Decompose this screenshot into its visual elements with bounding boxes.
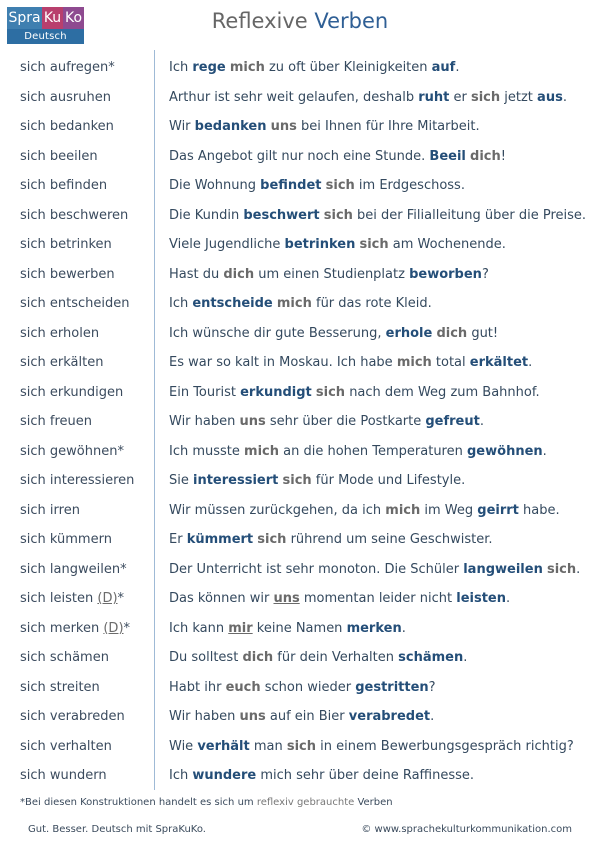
verb-text: sich erholen [20, 325, 100, 341]
sentence-text: ! [500, 148, 506, 164]
verb-highlight: schämen [398, 650, 464, 665]
sentence-text: . [463, 650, 468, 665]
example-sentence [169, 591, 510, 606]
example-sentence [169, 326, 498, 341]
example-sentence [169, 90, 567, 105]
verb-highlight: merken [346, 620, 402, 636]
verb-row [0, 761, 600, 791]
example-sentence [169, 355, 532, 370]
verb-highlight: langweilen [463, 561, 543, 577]
sentence-text: Viele Jugendliche [169, 237, 285, 252]
verb-text: sich freuen [20, 414, 93, 429]
example-sentence [169, 444, 547, 459]
example-sentence [169, 208, 586, 223]
verb-infinitive [20, 178, 107, 193]
sentence-text: ? [481, 266, 489, 282]
verb-infinitive [20, 385, 123, 400]
sentence-text: Der Unterricht ist sehr monoton. Die Schüler [169, 561, 464, 577]
sentence-text: Wir [169, 119, 195, 134]
sentence-text: . [506, 591, 511, 606]
verb-highlight: gewöhnen [467, 443, 543, 459]
asterisk-marker: * [120, 561, 127, 577]
dative-marker: (D) [97, 591, 118, 606]
sentence-text: auf ein Bier [265, 709, 349, 724]
sentence-text: Das können wir [169, 591, 274, 606]
page-title [0, 9, 600, 33]
pronoun-highlight: sich [323, 207, 353, 223]
pronoun-highlight: sich [546, 561, 577, 577]
example-sentence [169, 650, 467, 665]
verb-infinitive [20, 60, 115, 75]
verb-row [0, 230, 600, 260]
pronoun-highlight: dich [470, 148, 501, 164]
verb-text: sich schämen [20, 650, 109, 665]
example-sentence [169, 119, 480, 134]
verb-row [0, 378, 600, 408]
verb-row [0, 555, 600, 585]
verb-row [0, 171, 600, 201]
pronoun-highlight: sich [359, 237, 389, 252]
verb-infinitive [20, 149, 98, 164]
sentence-text: Er [169, 532, 187, 547]
pronoun-highlight: dich [242, 650, 274, 665]
verb-infinitive [20, 119, 114, 134]
verb-infinitive [20, 768, 107, 783]
pronoun-highlight: mich [276, 296, 312, 311]
example-sentence [169, 60, 459, 75]
pronoun-highlight: sich [286, 738, 317, 754]
verb-text: sich gewöhnen [20, 443, 118, 459]
sentence-text: mich sehr über deine Raffinesse. [256, 768, 475, 783]
verb-row [0, 319, 600, 349]
sentence-text: für das rote Kleid. [311, 296, 432, 311]
verb-row [0, 260, 600, 290]
verb-infinitive [20, 355, 103, 370]
sentence-text: Ich [169, 768, 193, 783]
sentence-text: Arthur ist sehr weit gelaufen, deshalb [169, 89, 419, 105]
verb-row [0, 584, 600, 614]
verb-highlight: rege [192, 60, 226, 75]
example-sentence [169, 414, 484, 429]
pronoun-highlight: sich [470, 89, 501, 105]
verb-highlight: kümmert [186, 532, 254, 547]
example-sentence [169, 149, 506, 164]
example-sentence [169, 709, 434, 724]
verb-row [0, 53, 600, 83]
verb-row [0, 289, 600, 319]
sentence-text: für Mode und Lifestyle. [311, 473, 466, 488]
sentence-text: er [449, 89, 471, 105]
verb-infinitive [20, 680, 100, 695]
logo-segment-spra: Spra [7, 7, 42, 29]
sentence-text: momentan leider nicht [299, 591, 457, 606]
sentence-text: sehr über die Postkarte [265, 414, 426, 429]
pronoun-highlight: mir [228, 620, 253, 636]
title-part-reflexive: Reflexive [211, 9, 315, 33]
verb-highlight: gefreut [425, 414, 480, 429]
sentence-text: schon wieder [260, 679, 356, 695]
verb-infinitive [20, 562, 127, 577]
verb-highlight: leisten [456, 591, 507, 606]
sentence-text: nach dem Weg zum Bahnhof. [345, 384, 540, 400]
sentence-text: . [542, 443, 547, 459]
verb-text: sich bewerben [20, 266, 115, 282]
verb-highlight: befindet [260, 178, 322, 193]
sentence-text: . [528, 355, 533, 370]
example-sentence [169, 178, 465, 193]
verb-text: sich bedanken [20, 119, 114, 134]
verb-text: sich merken [20, 620, 104, 636]
sentence-text: bei der Filialleitung über die Preise. [352, 207, 587, 223]
verb-infinitive [20, 237, 112, 252]
example-sentence [169, 739, 574, 754]
verb-text: sich leisten [20, 591, 98, 606]
verb-infinitive [20, 326, 99, 341]
sentence-text: . [576, 561, 581, 577]
example-sentence [169, 503, 560, 518]
example-sentence [169, 385, 540, 400]
verb-text: sich streiten [20, 679, 100, 695]
verb-highlight: beworben [409, 266, 482, 282]
verb-infinitive [20, 208, 128, 223]
sentence-text: jetzt [500, 89, 538, 105]
verb-infinitive [20, 414, 92, 429]
sentence-text: ? [428, 679, 436, 695]
sentence-text: Ein Tourist [169, 384, 241, 400]
sentence-text: Wie [169, 738, 198, 754]
sentence-text: rührend um seine Geschwister. [286, 532, 493, 547]
sentence-text: . [455, 60, 460, 75]
sentence-text: Ich wünsche dir gute Besserung, [169, 325, 386, 341]
verb-highlight: verhält [197, 738, 250, 754]
verb-highlight: erkundigt [240, 384, 312, 400]
sentence-text: für dein Verhalten [273, 650, 399, 665]
verb-text: sich beschweren [20, 207, 129, 223]
verb-row [0, 614, 600, 644]
verb-list [0, 53, 600, 791]
sentence-text: im Weg [420, 502, 478, 518]
footer-copyright: © www.sprachekulturkommunikation.com [361, 824, 572, 835]
verb-row [0, 437, 600, 467]
pronoun-highlight: mich [396, 355, 432, 370]
asterisk-marker: * [117, 591, 125, 606]
sentence-text: . [430, 709, 435, 724]
verb-infinitive [20, 90, 111, 105]
verb-highlight: gestritten [355, 679, 429, 695]
pronoun-highlight: mich [385, 502, 421, 518]
verb-row [0, 732, 600, 762]
verb-infinitive [20, 267, 115, 282]
footer-slogan: Gut. Besser. Deutsch mit SpraKuKo. [28, 824, 206, 835]
footnote [20, 797, 393, 808]
verb-row [0, 142, 600, 172]
verb-text: sich beeilen [20, 148, 98, 164]
sentence-text: Wir haben [169, 414, 240, 429]
sentence-text: . [401, 620, 406, 636]
sentence-text: Ich [169, 60, 193, 75]
pronoun-highlight: dich [436, 325, 468, 341]
verb-text: sich erkälten [20, 355, 104, 370]
sentence-text: Sie [169, 473, 193, 488]
example-sentence [169, 532, 493, 547]
verb-row [0, 525, 600, 555]
example-sentence [169, 296, 432, 311]
verb-text: sich verabreden [20, 709, 125, 724]
verb-text: sich befinden [20, 178, 108, 193]
sentence-text: Wir müssen zurückgehen, da ich [169, 502, 386, 518]
verb-row [0, 673, 600, 703]
verb-row [0, 407, 600, 437]
verb-row [0, 112, 600, 142]
pronoun-highlight: sich [257, 532, 287, 547]
verb-infinitive [20, 473, 134, 488]
verb-row [0, 496, 600, 526]
sentence-text: Ich kann [169, 620, 229, 636]
verb-highlight: entscheide [192, 296, 273, 311]
example-sentence [169, 237, 506, 252]
verb-highlight: erkältet [469, 355, 529, 370]
pronoun-highlight: euch [225, 679, 261, 695]
sentence-text: total [431, 355, 470, 370]
pronoun-highlight: sich [325, 178, 355, 193]
sentence-text: im Erdgeschoss. [354, 178, 465, 193]
sentence-text: . [562, 89, 567, 105]
verb-text: sich langweilen [20, 561, 121, 577]
verb-infinitive [20, 739, 112, 754]
footnote-part3: Verben [354, 797, 393, 808]
example-sentence [169, 768, 474, 783]
verb-infinitive [20, 709, 125, 724]
verb-highlight: verabredet [348, 709, 431, 724]
verb-infinitive [20, 503, 80, 518]
sentence-text: Das Angebot gilt nur noch eine Stunde. [169, 148, 430, 164]
verb-row [0, 466, 600, 496]
sentence-text: Ich [169, 296, 193, 311]
asterisk-marker: * [123, 620, 131, 636]
sentence-text: zu oft über Kleinigkeiten [264, 60, 432, 75]
verb-highlight: auf [431, 60, 456, 75]
verb-row [0, 643, 600, 673]
footnote-part1: *Bei diesen Konstruktionen handelt es sich um [20, 797, 257, 808]
verb-highlight: interessiert [193, 473, 279, 488]
verb-text: sich betrinken [20, 237, 112, 252]
verb-infinitive [20, 621, 130, 636]
sentence-text: Die Wohnung [169, 178, 261, 193]
title-part-verben: Verben [314, 9, 389, 33]
sentence-text: Ich musste [169, 443, 245, 459]
example-sentence [169, 562, 580, 577]
verb-highlight: Beeil [429, 148, 466, 164]
verb-text: sich verhalten [20, 738, 112, 754]
verb-highlight: betrinken [284, 237, 356, 252]
verb-highlight: aus [537, 89, 563, 105]
sentence-text: habe. [518, 502, 560, 518]
pronoun-highlight: dich [223, 266, 255, 282]
pronoun-highlight: uns [239, 414, 266, 429]
example-sentence [169, 680, 436, 695]
pronoun-highlight: sich [282, 473, 312, 488]
logo-segment-ko: Ko [63, 7, 84, 29]
verb-row [0, 201, 600, 231]
sentence-text: Du solltest [169, 650, 243, 665]
verb-highlight: wundere [192, 768, 257, 783]
verb-text: sich irren [20, 502, 80, 518]
sentence-text: man [249, 738, 287, 754]
example-sentence [169, 267, 489, 282]
sentence-text: am Wochenende. [388, 237, 506, 252]
dative-marker: (D) [103, 620, 124, 636]
pronoun-highlight: uns [270, 119, 297, 134]
sentence-text: Hast du [169, 266, 224, 282]
sentence-text: um einen Studienplatz [254, 266, 410, 282]
verb-infinitive [20, 591, 124, 606]
verb-text: sich wundern [20, 768, 107, 783]
verb-text: sich aufregen [20, 60, 109, 75]
verb-infinitive [20, 532, 112, 547]
asterisk-marker: * [117, 443, 124, 459]
verb-infinitive [20, 444, 124, 459]
asterisk-marker: * [108, 60, 115, 75]
example-sentence [169, 473, 465, 488]
logo-tagline: Deutsch lernen [7, 29, 84, 44]
example-sentence [169, 621, 406, 636]
verb-highlight: beschwert [243, 207, 320, 223]
verb-highlight: bedanken [194, 119, 267, 134]
sentence-text: keine Namen [252, 620, 347, 636]
verb-text: sich kümmern [20, 532, 112, 547]
sentence-text: Es war so kalt in Moskau. Ich habe [169, 355, 397, 370]
sentence-text: an die hohen Temperaturen [279, 443, 467, 459]
pronoun-highlight: uns [239, 709, 266, 724]
pronoun-highlight: sich [315, 384, 346, 400]
sentence-text: gut! [467, 325, 499, 341]
verb-text: sich ausruhen [20, 89, 111, 105]
pronoun-highlight: mich [244, 443, 279, 459]
verb-infinitive [20, 296, 130, 311]
verb-row [0, 702, 600, 732]
sentence-text: Habt ihr [169, 679, 226, 695]
verb-text: sich interessieren [20, 473, 135, 488]
verb-text: sich entscheiden [20, 296, 130, 311]
sentence-text: bei Ihnen für Ihre Mitarbeit. [296, 119, 480, 134]
sentence-text: in einem Bewerbungsgespräch richtig? [316, 738, 574, 754]
verb-row [0, 83, 600, 113]
verb-text: sich erkundigen [20, 384, 124, 400]
sentence-text: Wir haben [169, 709, 240, 724]
footnote-part2: reflexiv gebrauchte [256, 797, 355, 808]
pronoun-highlight: uns [273, 591, 300, 606]
verb-highlight: erhole [385, 325, 433, 341]
verb-infinitive [20, 650, 109, 665]
verb-row [0, 348, 600, 378]
verb-highlight: geirrt [477, 502, 519, 518]
verb-highlight: ruht [418, 89, 450, 105]
pronoun-highlight: mich [229, 60, 265, 75]
sentence-text: . [479, 414, 484, 429]
sentence-text: Die Kundin [169, 207, 244, 223]
logo-segment-ku: Ku [42, 7, 63, 29]
